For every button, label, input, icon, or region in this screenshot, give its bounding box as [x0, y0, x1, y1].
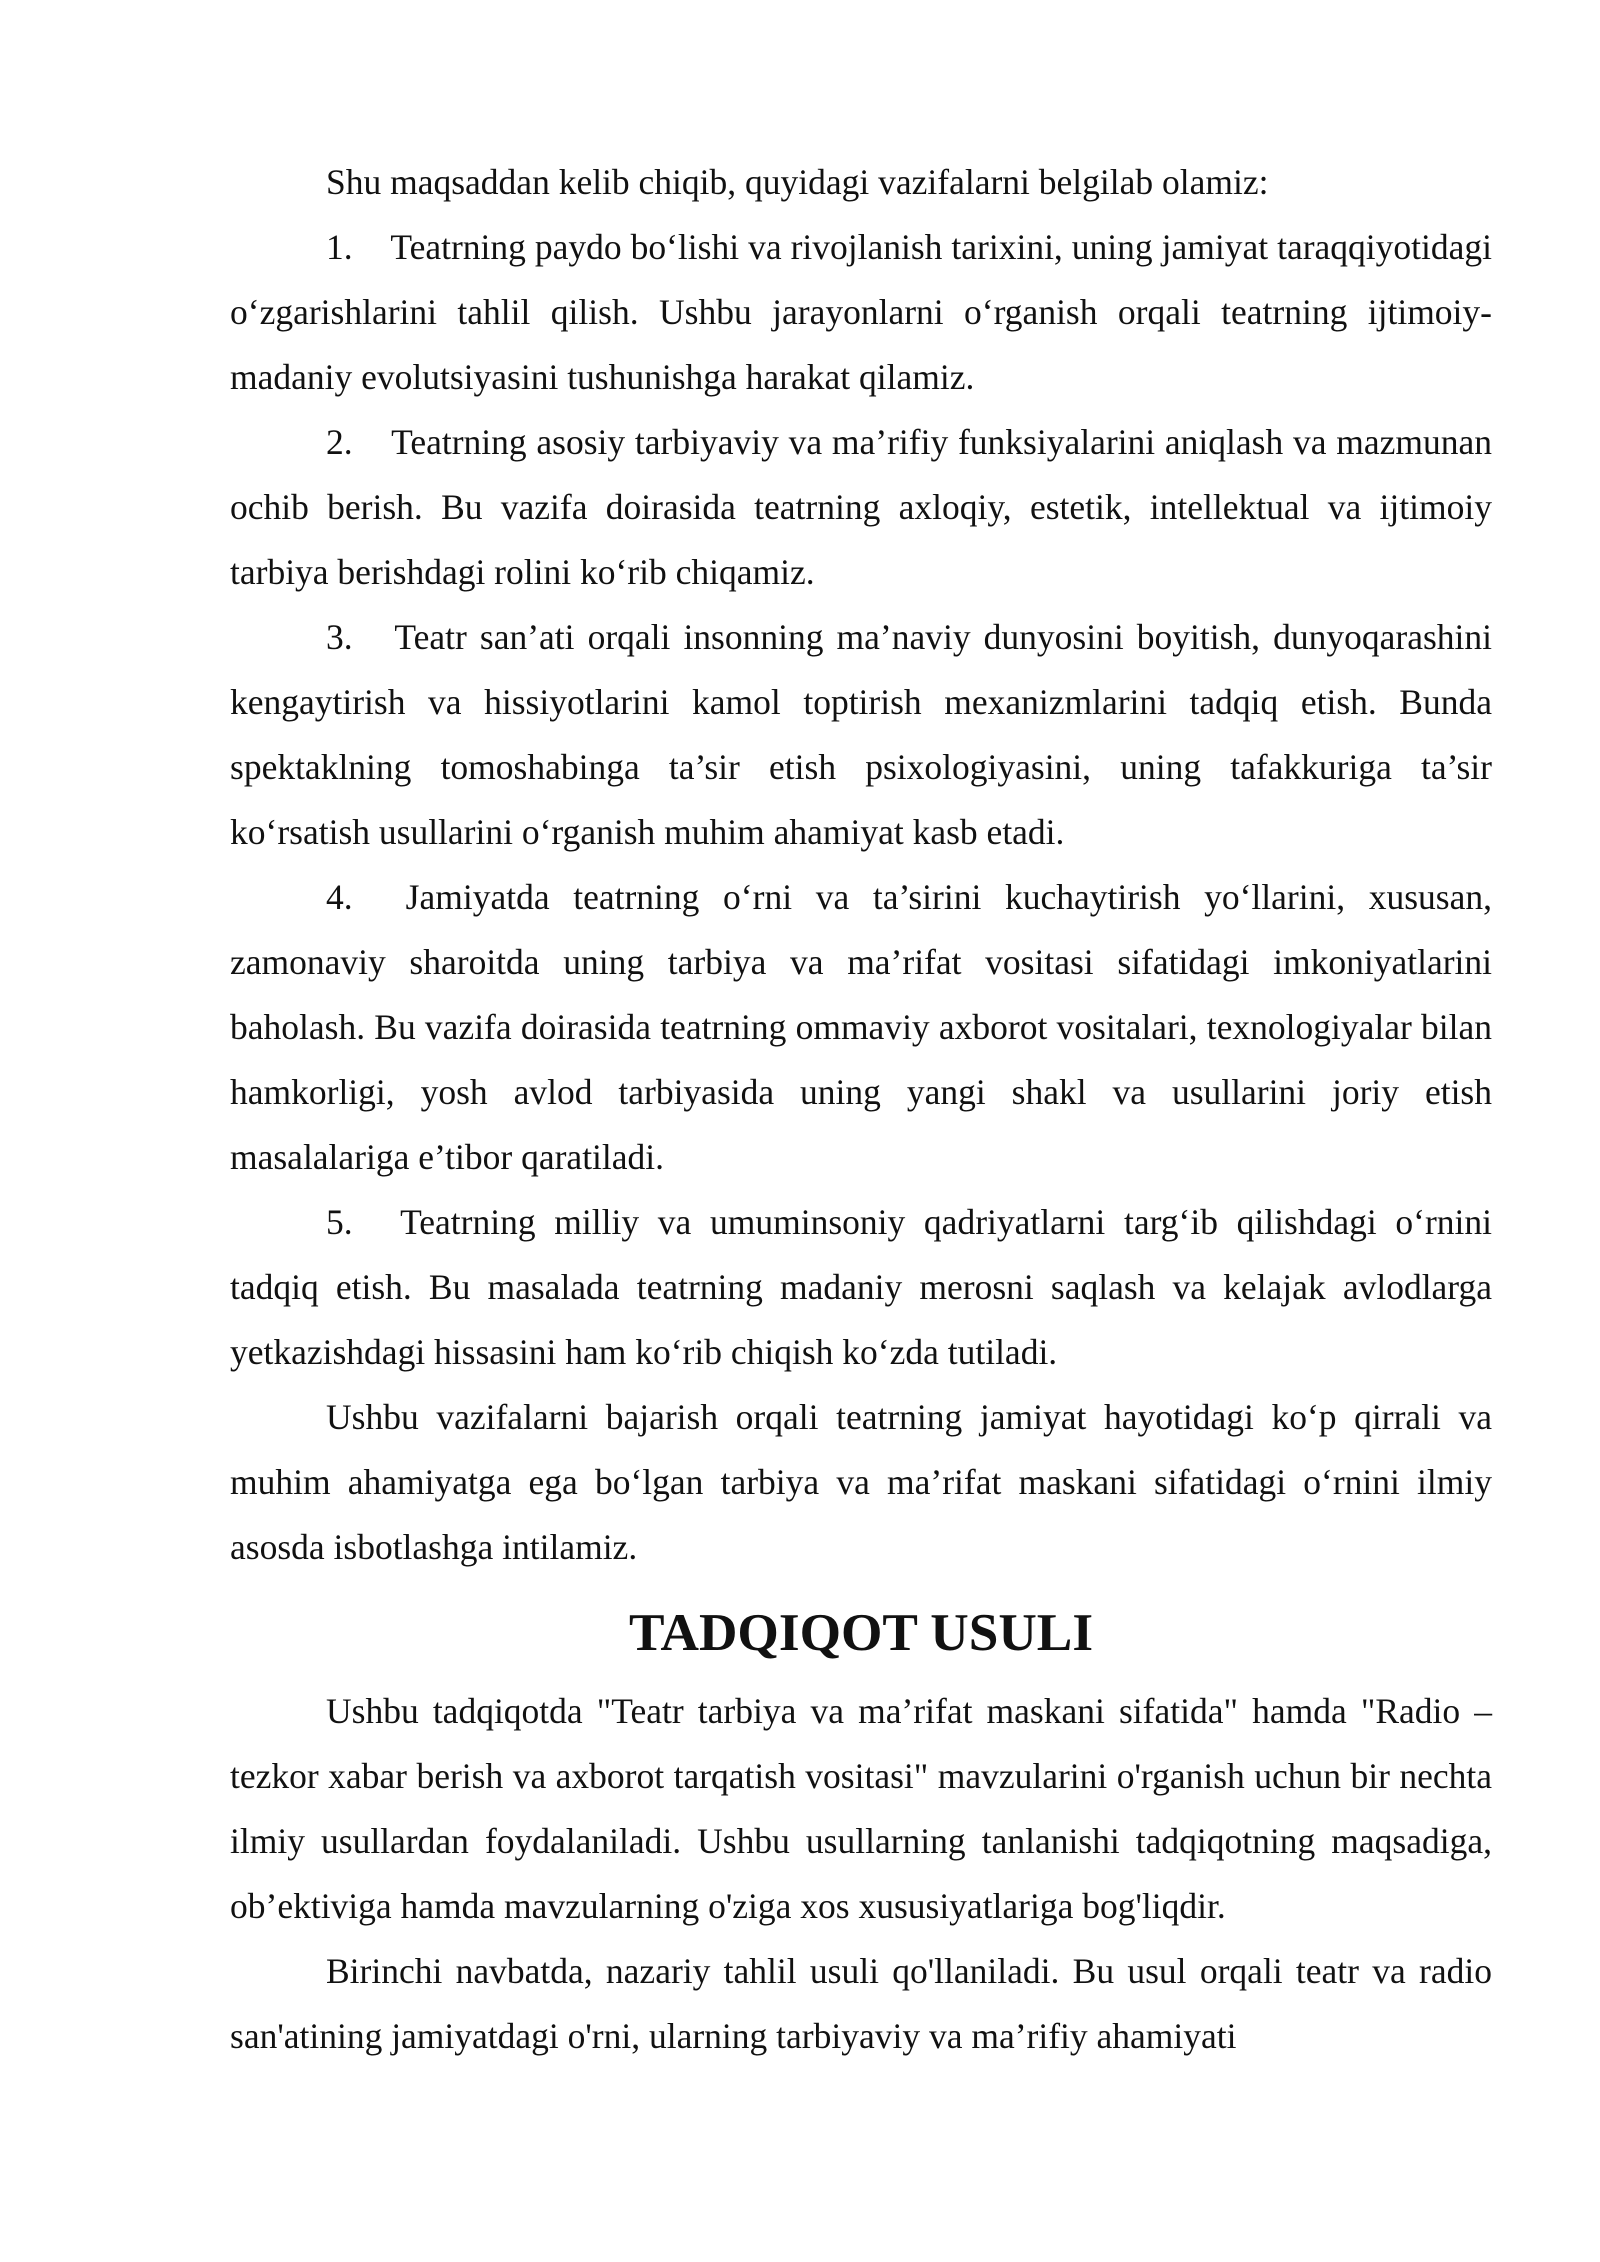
- list-item: [230, 1190, 1492, 1385]
- list-item-text: Teatr san’ati orqali insonning ma’naviy dunyosini boyitish, dunyoqarashini kengaytirish va hissiyotlarini kamol toptirish mexanizmlarini tadqiq etish. Bunda spektaklning tomoshabinga ta’sir etish psixologiyasini, uning tafakkuriga ta’sir ko‘rsatish usullarini o‘rganish muhim ahamiyat kasb etadi.: [230, 617, 1492, 852]
- list-item: [230, 865, 1492, 1190]
- list-item: [230, 215, 1492, 410]
- list-item-text: Teatrning asosiy tarbiyaviy va ma’rifiy funksiyalarini aniqlash va mazmunan ochib berish. Bu vazifa doirasida teatrning axloqiy, estetik, intellektual va ijtimoiy tarbiya berishdagi rolini ko‘rib chiqamiz.: [230, 422, 1492, 592]
- intro-paragraph: Shu maqsaddan kelib chiqib, quyidagi vazifalarni belgilab olamiz:: [326, 162, 1269, 202]
- list-item-text: Teatrning milliy va umuminsoniy qadriyatlarni targ‘ib qilishdagi o‘rnini tadqiq etish. Bu masalada teatrning madaniy merosni saqlash va kelajak avlodlarga yetkazishdagi hissasini ham ko‘rib chiqish ko‘zda tutiladi.: [230, 1202, 1493, 1372]
- list-item-text: Teatrning paydo bo‘lishi va rivojlanish tarixini, uning jamiyat taraqqiyotidagi o‘zgarishlarini tahlil qilish. Ushbu jarayonlarni o‘rganish orqali teatrning ijtimoiy-madaniy evolutsiyasini tushunishga harakat qilamiz.: [230, 227, 1493, 397]
- method-paragraph: Ushbu tadqiqotda "Teatr tarbiya va ma’rifat maskani sifatida" hamda "Radio – tezkor xabar berish va axborot tarqatish vositasi" mavzularini o'rganish uchun bir nechta ilmiy usullardan foydalaniladi. Ushbu usullarning tanlanishi tadqiqotning maqsadiga, ob’ektiviga hamda mavzularning o'ziga xos xususiyatlariga bog'liqdir.: [230, 1691, 1492, 1926]
- conclusion-paragraph: Ushbu vazifalarni bajarish orqali teatrning jamiyat hayotidagi ko‘p qirrali va muhim ahamiyatga ega bo‘lgan tarbiya va ma’rifat maskani sifatidagi o‘rnini ilmiy asosda isbotlashga intilamiz.: [230, 1397, 1492, 1567]
- list-item: [230, 605, 1492, 865]
- list-item-number: 5.: [326, 1202, 353, 1242]
- list-item-number: 4.: [326, 877, 353, 917]
- list-item-text: Jamiyatda teatrning o‘rni va ta’sirini kuchaytirish yo‘llarini, xususan, zamonaviy sharoitda uning tarbiya va ma’rifat vositasi sifatidagi imkoniyatlarini baholash. Bu vazifa doirasida teatrning ommaviy axborot vositalari, texnologiyalar bilan hamkorligi, yosh avlod tarbiyasida uning yangi shakl va usullarini joriy etish masalalariga e’tibor qaratiladi.: [230, 877, 1492, 1177]
- list-item: [230, 410, 1492, 605]
- list-item-number: 3.: [326, 617, 353, 657]
- list-item-number: 1.: [326, 227, 353, 267]
- section-heading: TADQIQOT USULI: [628, 1603, 1094, 1662]
- list-item-number: 2.: [326, 422, 353, 462]
- document-page: [230, 150, 1492, 2069]
- method-paragraph: Birinchi navbatda, nazariy tahlil usuli qo'llaniladi. Bu usul orqali teatr va radio san'atining jamiyatdagi o'rni, ularning tarbiyaviy va ma’rifiy ahamiyati: [230, 1951, 1492, 2056]
